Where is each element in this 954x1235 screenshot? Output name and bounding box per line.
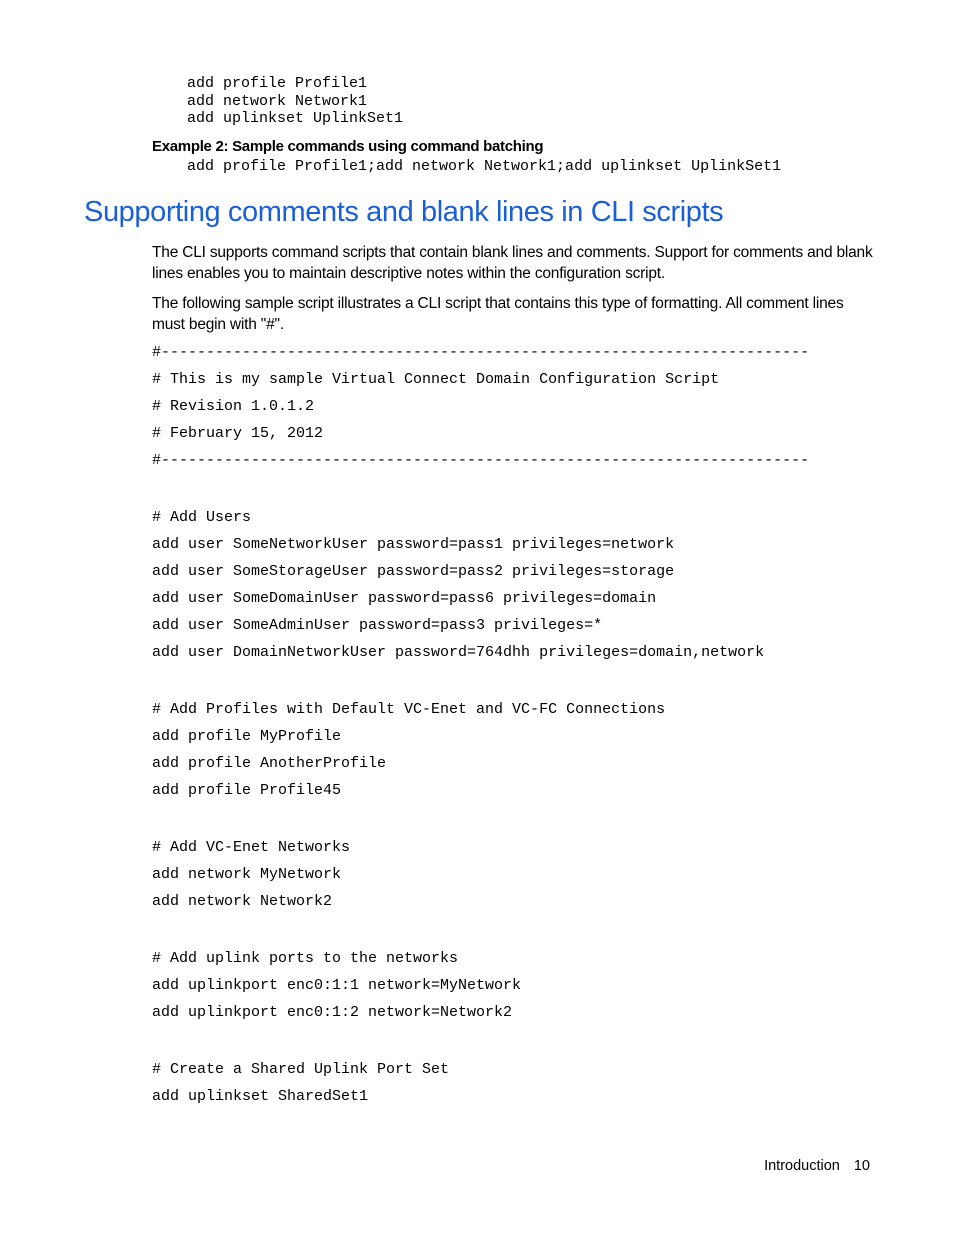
script-blank-line <box>152 915 809 945</box>
script-command-line: add network Network2 <box>152 893 333 910</box>
script-command-line: add uplinkport enc0:1:2 network=Network2 <box>152 1004 513 1021</box>
page-number: 10 <box>853 1158 870 1174</box>
script-comment-line: # Add uplink ports to the networks <box>152 950 459 967</box>
script-command-line: add network MyNetwork <box>152 866 342 883</box>
script-comment-line: # Revision 1.0.1.2 <box>152 398 315 415</box>
script-comment-line: # February 15, 2012 <box>152 425 324 442</box>
script-blank-line <box>152 666 809 696</box>
sample-script-block <box>152 339 809 1110</box>
script-comment-line: #------------------------------------------------------------------------ <box>152 344 810 361</box>
script-comment-line: # Add VC-Enet Networks <box>152 839 351 856</box>
script-command-line: add profile AnotherProfile <box>152 755 387 772</box>
script-comment-line: # Create a Shared Uplink Port Set <box>152 1061 450 1078</box>
script-command-line: add profile MyProfile <box>152 728 342 745</box>
script-comment-line: #------------------------------------------------------------------------ <box>152 452 810 469</box>
script-command-line: add profile Profile45 <box>152 782 342 799</box>
script-blank-line <box>152 804 809 834</box>
script-command-line: add uplinkport enc0:1:1 network=MyNetwork <box>152 977 522 994</box>
batch-code-line: add profile Profile1;add network Network1;add uplinkset UplinkSet1 <box>187 158 782 175</box>
script-comment-line: # Add Profiles with Default VC-Enet and VC-FC Connections <box>152 701 666 718</box>
body-paragraph: The following sample script illustrates a CLI script that contains this type of formatting. All comment lines must begin with "#". <box>152 295 844 333</box>
code-line: add uplinkset UplinkSet1 <box>187 110 404 127</box>
script-command-line: add user SomeAdminUser password=pass3 privileges=* <box>152 617 603 634</box>
section-heading: Supporting comments and blank lines in CLI scripts <box>84 196 724 228</box>
code-line: add profile Profile1 <box>187 75 368 92</box>
script-comment-line: # This is my sample Virtual Connect Domain Configuration Script <box>152 371 720 388</box>
body-paragraph: The CLI supports command scripts that contain blank lines and comments. Support for comments and blank lines enables you to maintain descriptive notes within the configuration script. <box>152 244 873 282</box>
footer-section-label: Introduction <box>764 1158 840 1174</box>
script-blank-line <box>152 474 809 504</box>
code-line: add network Network1 <box>187 92 368 110</box>
example-caption: Example 2: Sample commands using command batching <box>152 138 544 155</box>
top-code-block <box>187 75 403 128</box>
script-comment-line: # Add Users <box>152 509 252 526</box>
page-footer <box>764 1158 870 1174</box>
script-command-line: add user SomeDomainUser password=pass6 privileges=domain <box>152 590 657 607</box>
script-blank-line <box>152 1026 809 1056</box>
script-command-line: add user SomeStorageUser password=pass2 privileges=storage <box>152 563 675 580</box>
script-command-line: add user SomeNetworkUser password=pass1 privileges=network <box>152 536 675 553</box>
script-command-line: add uplinkset SharedSet1 <box>152 1088 369 1105</box>
script-command-line: add user DomainNetworkUser password=764dhh privileges=domain,network <box>152 644 765 661</box>
